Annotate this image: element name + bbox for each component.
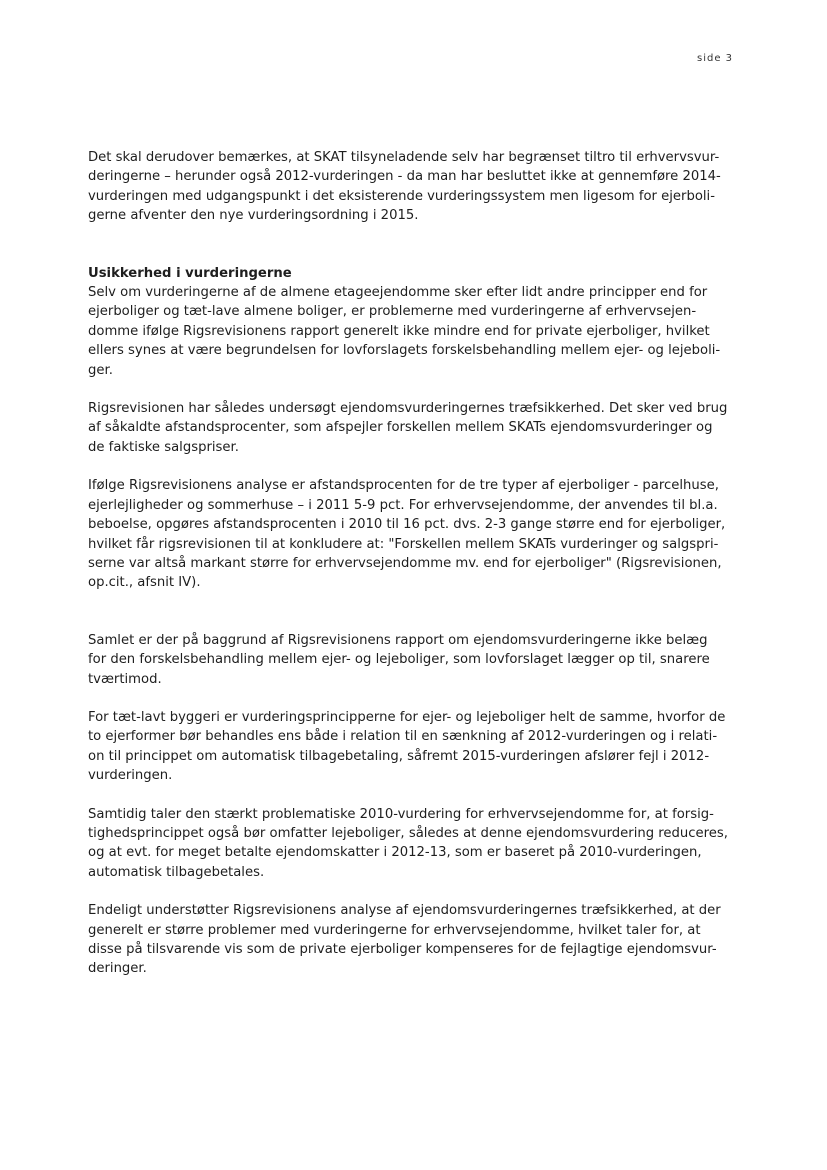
paragraph-skat-tiltro	[88, 148, 734, 226]
paragraph-usikkerhed	[88, 264, 734, 380]
text-line: af såkaldte afstandsprocenter, som afspejler forskellen mellem SKATs ejendomsvurderinger og	[88, 420, 713, 436]
text-line: Det skal derudover bemærkes, at SKAT tilsyneladende selv har begrænset tiltro til erhvervsvur-	[88, 150, 720, 165]
text-line: op.cit., afsnit IV).	[88, 575, 201, 591]
text-line: Samtidig taler den stærkt problematiske 2010-vurdering for erhvervsejendomme for, at forsig-	[88, 806, 714, 822]
section-heading: Usikkerhed i vurderingerne	[88, 265, 292, 281]
text-line: automatisk tilbagebetales.	[88, 864, 265, 880]
text-line: Rigsrevisionen har således undersøgt ejendomsvurderingernes træfsikkerhed. Det sker ved brug	[88, 401, 728, 417]
text-line: domme ifølge Rigsrevisionens rapport generelt ikke mindre end for private ejerboliger, hvilket	[88, 323, 710, 339]
text-line: og at evt. for meget betalte ejendomskatter i 2012-13, som er baseret på 2010-vurderingen,	[88, 845, 702, 861]
paragraph-samlet	[88, 631, 734, 689]
paragraph-samtidig	[88, 805, 734, 883]
paragraph-afstandsprocent	[88, 476, 734, 592]
document-body	[88, 148, 734, 979]
text-line: de faktiske salgspriser.	[88, 439, 239, 455]
text-line: ellers synes at være begrundelsen for lovforslagets forskelsbehandling mellem ejer- og lejeboli-	[88, 343, 721, 359]
text-line: serne var altså markant større for erhvervsejendomme mv. end for ejerboliger" (Rigsrevisionen,	[88, 555, 722, 571]
text-line: Endeligt understøtter Rigsrevisionens analyse af ejendomsvurderingernes træfsikkerhed, at der	[88, 903, 721, 919]
text-line: to ejerformer bør behandles ens både i relation til en sænkning af 2012-vurderingen og i relati-	[88, 729, 718, 745]
text-line: ger.	[88, 362, 113, 378]
text-line: deringer.	[88, 961, 147, 977]
text-line: beboelse, opgøres afstandsprocenten i 2010 til 16 pct. dvs. 2-3 gange større end for ejerboliger,	[88, 517, 726, 533]
text-line: vurderingen.	[88, 768, 173, 784]
paragraph-traefsikkerhed	[88, 399, 734, 457]
text-line: Samlet er der på baggrund af Rigsrevisionens rapport om ejendomsvurderingerne ikke belæg	[88, 632, 708, 648]
text-line: tværtimod.	[88, 671, 162, 687]
text-line: deringerne – herunder også 2012-vurderingen - da man har besluttet ikke at gennemføre 2014-	[88, 169, 721, 185]
paragraph-endeligt	[88, 901, 734, 979]
text-line: Selv om vurderingerne af de almene etageejendomme sker efter lidt andre principper end for	[88, 285, 708, 301]
text-line: For tæt-lavt byggeri er vurderingsprincipperne for ejer- og lejeboliger helt de samme, hvorfor de	[88, 709, 726, 725]
paragraph-taet-lavt	[88, 708, 734, 786]
text-line: generelt er større problemer med vurderingerne for erhvervsejendomme, hvilket taler for, at	[88, 922, 701, 938]
text-line: vurderingen med udgangspunkt i det eksisterende vurderingssystem men ligesom for ejerboli-	[88, 188, 715, 204]
text-line: hvilket får rigsrevisionen til at konkludere at: "Forskellen mellem SKATs vurderinger og salgspri-	[88, 536, 719, 552]
text-line: on til princippet om automatisk tilbagebetaling, såfremt 2015-vurderingen afslører fejl i 2012-	[88, 748, 710, 764]
text-line: ejerboliger og tæt-lave almene boliger, er problemerne med vurderingerne af erhvervsejen-	[88, 304, 697, 320]
text-line: tighedsprincippet også bør omfatter lejeboliger, således at denne ejendomsvurdering reduceres,	[88, 825, 728, 841]
text-line: for den forskelsbehandling mellem ejer- og lejeboliger, som lovforslaget lægger op til, snarere	[88, 652, 710, 668]
page-number: side 3	[697, 53, 734, 64]
text-line: gerne afventer den nye vurderingsordning i 2015.	[88, 208, 419, 224]
text-line: Ifølge Rigsrevisionens analyse er afstandsprocenten for de tre typer af ejerboliger - parcelhuse,	[88, 478, 719, 494]
text-line: ejerlejligheder og sommerhuse – i 2011 5-9 pct. For erhvervsejendomme, der anvendes til bl.a.	[88, 497, 718, 513]
text-line: disse på tilsvarende vis som de private ejerboliger kompenseres for de fejlagtige ejendomsvur-	[88, 942, 717, 957]
